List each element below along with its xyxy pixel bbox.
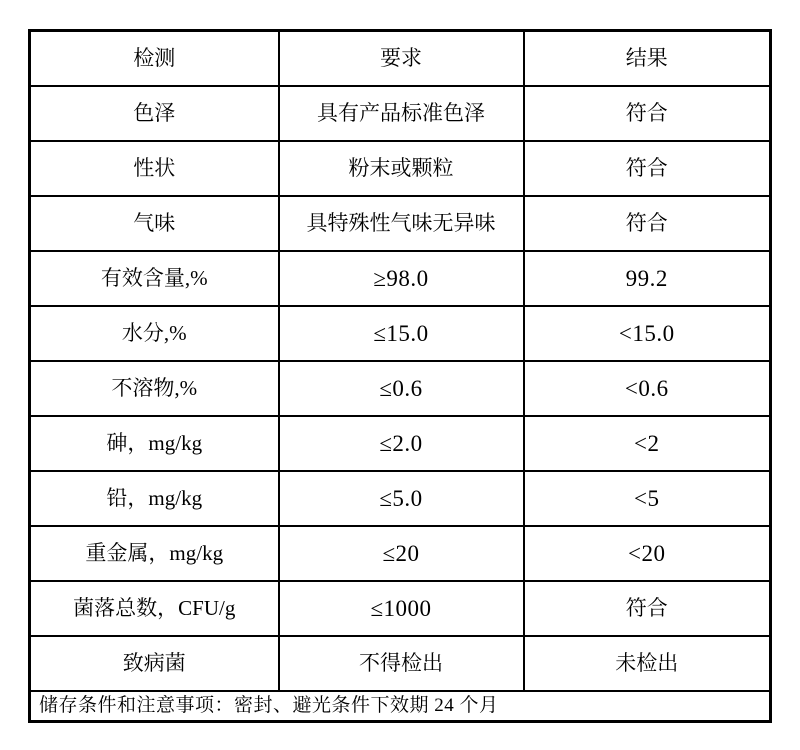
cell-test: 气味 (30, 196, 279, 251)
table-footer-row (30, 691, 771, 722)
cell-test: 致病菌 (30, 636, 279, 691)
table-row (30, 196, 771, 251)
cell-requirement: 具有产品标准色泽 (279, 86, 524, 141)
cell-result: 符合 (524, 196, 771, 251)
cell-result: <15.0 (524, 306, 771, 361)
cell-result: <5 (524, 471, 771, 526)
cell-requirement: ≤15.0 (279, 306, 524, 361)
storage-note: 储存条件和注意事项：密封、避光条件下效期 24 个月 (30, 691, 771, 722)
header-cell-requirement: 要求 (279, 31, 524, 87)
cell-requirement: ≥98.0 (279, 251, 524, 306)
cell-result: <2 (524, 416, 771, 471)
cell-requirement: 不得检出 (279, 636, 524, 691)
cell-requirement: ≤5.0 (279, 471, 524, 526)
table-header-row (30, 31, 771, 87)
header-cell-result: 结果 (524, 31, 771, 87)
cell-test: 菌落总数，CFU/g (30, 581, 279, 636)
table-row (30, 361, 771, 416)
cell-test: 砷，mg/kg (30, 416, 279, 471)
cell-requirement: ≤1000 (279, 581, 524, 636)
cell-test: 有效含量,% (30, 251, 279, 306)
table-row (30, 251, 771, 306)
cell-test: 重金属，mg/kg (30, 526, 279, 581)
table-row (30, 141, 771, 196)
cell-requirement: ≤20 (279, 526, 524, 581)
cell-result: 符合 (524, 86, 771, 141)
table-row (30, 471, 771, 526)
cell-result: <20 (524, 526, 771, 581)
cell-test: 性状 (30, 141, 279, 196)
table-row (30, 636, 771, 691)
cell-result: 符合 (524, 141, 771, 196)
cell-result: 符合 (524, 581, 771, 636)
cell-requirement: ≤2.0 (279, 416, 524, 471)
cell-requirement: 粉末或颗粒 (279, 141, 524, 196)
table-row (30, 416, 771, 471)
cell-test: 铅，mg/kg (30, 471, 279, 526)
cell-requirement: ≤0.6 (279, 361, 524, 416)
table-row (30, 581, 771, 636)
cell-test: 水分,% (30, 306, 279, 361)
cell-requirement: 具特殊性气味无异味 (279, 196, 524, 251)
inspection-table (28, 29, 772, 723)
cell-test: 色泽 (30, 86, 279, 141)
table-row (30, 86, 771, 141)
header-cell-test: 检测 (30, 31, 279, 87)
cell-test: 不溶物,% (30, 361, 279, 416)
table-row (30, 526, 771, 581)
cell-result: 未检出 (524, 636, 771, 691)
cell-result: 99.2 (524, 251, 771, 306)
table-row (30, 306, 771, 361)
cell-result: <0.6 (524, 361, 771, 416)
